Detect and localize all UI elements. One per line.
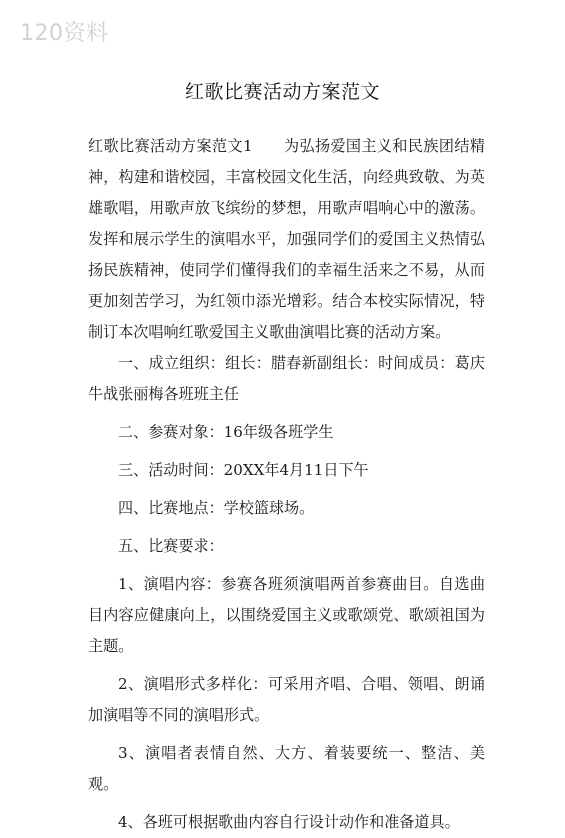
watermark: 120资料 [20,21,109,46]
paragraph-requirement-3: 3、演唱者表情自然、大方、着装要统一、整洁、美观。 [88,744,485,793]
paragraph-location: 四、比赛地点：学校篮球场。 [118,499,315,517]
intro-paragraph: 红歌比赛活动方案范文1 为弘扬爱国主义和民族团结精神，构建和谐校园，丰富校园文化生活，向经典致敬、为英雄歌唱，用歌声放飞缤纷的梦想，用歌声唱响心中的激荡。发挥和展示学生的演唱水平，加强同学们的爱国主义热情弘扬民族精神，使同学们懂得我们的幸福生活来之不易，从而更加刻苦学习，为红领巾添光增彩。结合本校实际情况，特制订本次唱响红歌爱国主义歌曲演唱比赛的活动方案。 [88,137,485,341]
paragraph-requirement-2: 2、演唱形式多样化：可采用齐唱、合唱、领唱、朗诵加演唱等不同的演唱形式。 [88,675,485,724]
document-body [88,131,485,838]
document-title: 红歌比赛活动方案范文 [184,81,380,103]
paragraph-participants: 二、参赛对象：16年级各班学生 [118,423,334,441]
paragraph-organization: 一、成立组织：组长：腊春新副组长：时间成员：葛庆牛战张丽梅各班班主任 [88,354,485,403]
paragraph-requirements-heading: 五、比赛要求： [118,537,224,555]
paragraph-time: 三、活动时间：20XX年4月11日下午 [118,461,369,479]
paragraph-requirement-1: 1、演唱内容：参赛各班须演唱两首参赛曲目。自选曲目内容应健康向上，以围绕爱国主义或歌颂党、歌颂祖国为主题。 [88,575,485,655]
paragraph-requirement-4: 4、各班可根据歌曲内容自行设计动作和准备道具。 [118,813,460,831]
